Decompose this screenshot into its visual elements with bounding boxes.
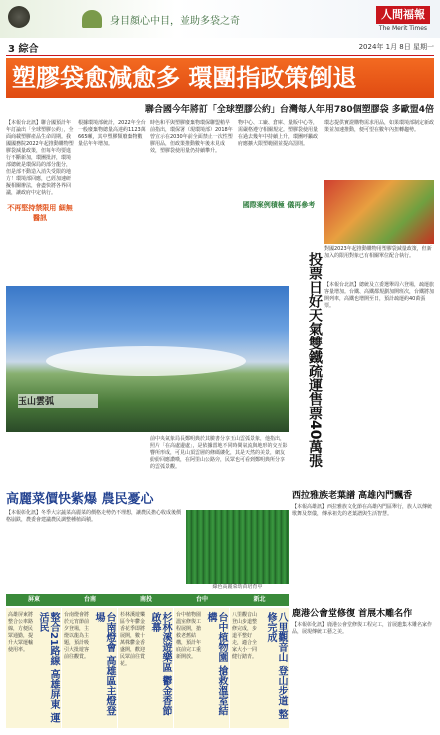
main-subhead: 聯合國今年將訂「全球塑膠公約」台灣每人年用780個塑膠袋 多歐盟4倍 xyxy=(144,105,434,115)
tab-taichung: 台中 xyxy=(195,596,208,603)
brand-english: The Merit Times xyxy=(378,25,428,32)
siraya-article: 【本報高雄訊】西拉雅族文化節在高雄內門區舉行，族人以傳統歌舞及祭儀，傳承祖先的老葉譜與生活智慧。 xyxy=(292,504,433,517)
vegetable-caption: 對國2023年起推動購物用塑膠袋減量政策，但新加入的限用對象已有相關單位配合執行。 xyxy=(324,246,432,259)
article-plastic-text2: 根據環境部統計，2022年全台一般廢棄物總量高達約1123萬665噸，其中塑膠類廢棄物數量佔年年增加。 xyxy=(78,120,146,147)
issue-date: 2024年 1月 8日 星期一 xyxy=(358,43,434,51)
regional-title: 整合21路線 高雄屏東 運活民 xyxy=(37,612,59,723)
regional-text: 八里觀音山登山步道整修完成，步道平整好走，適合全家大小一同健行踏青。 xyxy=(232,612,258,660)
seedling-photo xyxy=(186,510,289,584)
lukang-headline: 鹿港公會堂修復 首展木雕名作 xyxy=(292,609,413,619)
cabbage-article: 【本報彰化訊】冬季大宗蔬菜高麗菜的價格走勢仍不理想，讓農民擔心收成後價格崩跌，農委會建議農民調整種植面積。 xyxy=(6,510,182,523)
lukang-article: 【本報彰化訊】鹿港公會堂修復工程完工，首展邀集木雕名家作品，展現傳統工藝之美。 xyxy=(292,622,433,635)
yushan-cloud-photo xyxy=(6,286,289,432)
vote-article: 【本報台北訊】總統及立委選舉周六登場，疏運旅客量增加。台鐵、高鐵都規劃加開班次，台鐵將加開列車，高鐵也增開至日，預計疏運約40萬張票。 xyxy=(324,282,435,309)
regional-col-pingtung xyxy=(6,608,61,728)
regional-title: 台南燈會 高雄區主燈登場 xyxy=(93,612,115,716)
article-greenpeace: 時色和平與塑膠廢棄物環保聯盟稍早前指出，環保署（現環境部）2018年曾宣示在2030年前全面禁止一次性塑膠用品，但政策推動數年後未見成效，塑膠袋使用量仍持續攀升。 xyxy=(150,120,233,154)
article-env-advice: 環志提供實證購物需求用品，如果環境部制定新政策並加速推動，便可望在數年內扭轉趨勢。 xyxy=(324,120,435,133)
teapot-image xyxy=(8,6,30,28)
regional-title: 杉林溪遊樂區 鬱金香節啟幕 xyxy=(149,612,171,716)
article-plastic-col1 xyxy=(6,120,74,280)
siraya-headline: 西拉雅族老葉譜 高雄內門飄香 xyxy=(292,491,413,501)
regional-text: 台南燈會將於元宵節前夕登場，主燈以龍為主題，預計吸引大批遊客前往觀賞。 xyxy=(64,612,90,660)
header-rule xyxy=(6,55,434,56)
regional-text: 高雄屏東將整合公車路線，方便民眾通勤，提升大眾運輸使用率。 xyxy=(8,612,34,653)
article-plastic-text: 【本報台北訊】聯合國預計年年訂論出「全球塑膠公約」，全面商載塑膠產品生命周期。我國國務院2022年起推動購物塑膠袋減量政策，但每年均要進行不斷新加，環團批評，環境部總統是環保局的部分龍分，但是部不動造入消失受限的地方！環境部回應，已經加速研擬相關辦法，會盡快將各界回議，讓政府中定執行。 xyxy=(6,120,74,196)
photo-title: 玉山雲弧 xyxy=(18,394,98,408)
brand-logo: 人間福報 xyxy=(376,6,430,24)
main-headline: 塑膠袋愈減愈多 環團指政策倒退 xyxy=(12,63,357,92)
regional-col-nantou xyxy=(118,608,173,728)
regional-title: 台中植物園 搶救溫室結構 xyxy=(205,612,227,716)
lotus-logo xyxy=(82,10,102,28)
section-number: 3 xyxy=(8,44,15,55)
cabbage-headline: 高麗菜價快紫爆 農民憂心 xyxy=(6,492,154,507)
tab-nantou: 南投 xyxy=(139,596,152,603)
yushan-caption: 前中央氣象局長鄭明典於其臉書分享玉山雲弧景象，他指出，照片「在高處邊處」，是依據當地不同時間氣流與地形的交互影響所形成，可見山頂雲層的條碼縷化，其是天然的美景，網友紛紛回應讚嘆，在阿里山公路旁，民眾也可看到鄭明典所分享的雲弧景觀。 xyxy=(150,436,288,470)
article-intl-subtitle: 國際案例積極 儀再參考 xyxy=(242,201,316,209)
regional-title: 八里觀音山 登山步道 整修完成 xyxy=(265,612,287,719)
tab-newtaipei: 新北 xyxy=(253,596,266,603)
tab-tainan: 台南 xyxy=(83,596,96,603)
regional-col-newtaipei xyxy=(230,608,289,728)
vote-headline: 投票日好天氣雙鐵疏運售票40萬張 xyxy=(307,252,323,468)
article-plastic-col2 xyxy=(78,120,146,280)
regional-text: 台中植物園溫室修復工程展開，搶救老舊結構，預計年底前完工重新開放。 xyxy=(176,612,202,660)
vegetable-photo xyxy=(324,180,434,244)
masthead-motto: 身目顏心中目，並助多袋之奇 xyxy=(110,16,240,27)
regional-col-taichung xyxy=(174,608,229,728)
section-label: 綜合 xyxy=(18,44,39,55)
cloud-arc xyxy=(46,346,246,376)
article-plastic-subtitle: 不再堅持禁限用 細無醫訊 xyxy=(7,204,73,222)
page-section xyxy=(8,40,58,54)
regional-text: 杉林溪遊樂區今年鬱金香花季即將展開，數十萬株鬱金香盛開，歡迎民眾前往賞花。 xyxy=(120,612,146,667)
seedling-caption: 綠色高麗菜幼苗培育中 xyxy=(212,584,263,590)
article-mall-text: 物中心、工廠、倉庫、量販中心等，需嚴格遵守相關規定。塑膠袋使用量在過去幾年中持續上升，環團呼籲政府應擴大限塑範圍並提高罰則。 xyxy=(238,120,319,147)
tab-pingtung: 屏東 xyxy=(27,596,40,603)
regional-col-tainan xyxy=(62,608,117,728)
